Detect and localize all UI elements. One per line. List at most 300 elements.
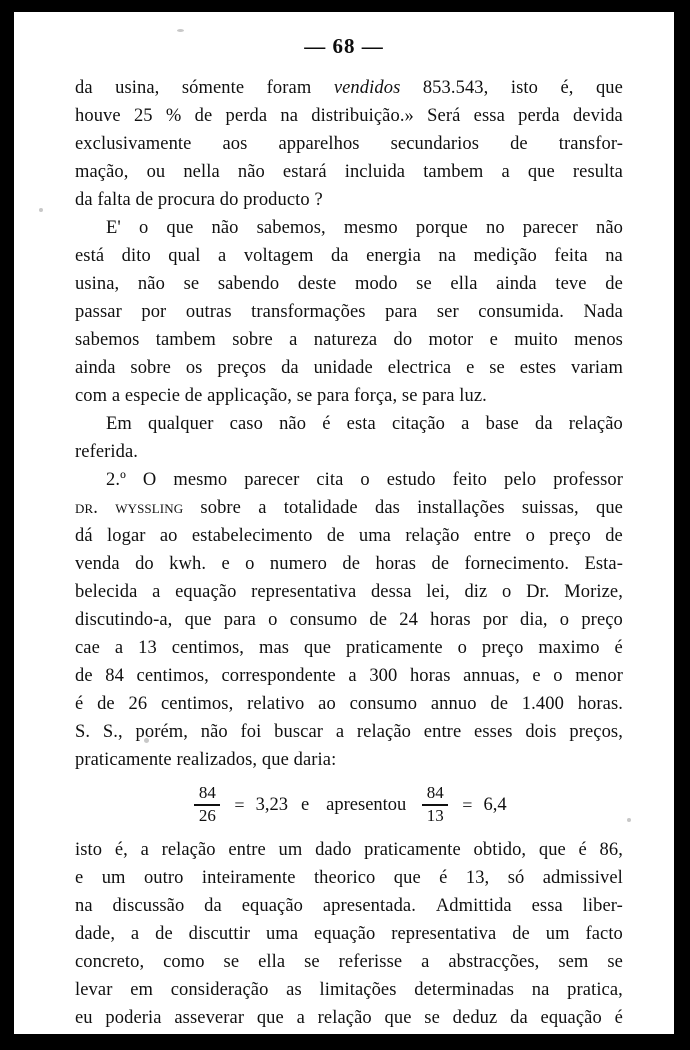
word: referisse xyxy=(338,952,403,972)
word: que xyxy=(166,218,194,238)
word: 2.º xyxy=(106,470,126,490)
word: preços, xyxy=(569,722,623,742)
word: a xyxy=(335,722,345,742)
word: a xyxy=(289,330,298,350)
word: é xyxy=(439,868,448,888)
para-relacao-conclusao xyxy=(75,836,623,1032)
scan-speckle xyxy=(627,818,631,822)
page-folio: — 68 — xyxy=(304,34,384,58)
word: uma xyxy=(358,526,391,546)
word: representativa xyxy=(391,924,497,944)
word: qual xyxy=(168,246,201,266)
word: por xyxy=(141,302,167,322)
display-equation xyxy=(75,774,623,836)
word: exclusivamente xyxy=(75,134,192,154)
word: 24 xyxy=(399,610,418,630)
word: Morize, xyxy=(564,582,623,602)
word: O xyxy=(142,470,157,490)
word: equação xyxy=(241,896,303,916)
word: a xyxy=(140,840,149,860)
word: maximo xyxy=(538,638,600,658)
word: totalidade xyxy=(283,498,358,518)
text-line xyxy=(75,718,623,746)
word: a xyxy=(421,952,430,972)
para-qualquer-caso xyxy=(75,410,623,466)
word: e xyxy=(75,868,84,888)
para-nao-sabemos xyxy=(75,214,623,410)
text-line xyxy=(75,522,623,550)
word: se xyxy=(183,274,200,294)
word: sobre xyxy=(232,330,273,350)
word: % xyxy=(165,106,182,126)
word: 300 xyxy=(369,666,398,686)
text-line xyxy=(75,438,623,466)
text-line xyxy=(75,410,623,438)
word: a xyxy=(501,162,510,182)
word: horas. xyxy=(577,694,623,714)
word: ser xyxy=(436,302,459,322)
word: determinadas xyxy=(414,980,515,1000)
word: porém, xyxy=(135,722,188,742)
word: citação xyxy=(391,414,446,434)
word: ainda xyxy=(75,358,116,378)
word: do xyxy=(135,554,154,574)
word: se xyxy=(424,1008,440,1028)
word: menos xyxy=(574,330,623,350)
word: um xyxy=(278,840,303,860)
word: dr. xyxy=(75,498,98,518)
word: uma xyxy=(266,924,299,944)
word: essa xyxy=(531,896,563,916)
word: a xyxy=(218,246,227,266)
word: na xyxy=(75,896,93,916)
word: se xyxy=(489,358,505,378)
word: se xyxy=(223,952,240,972)
word: dá xyxy=(75,526,93,546)
word: relação xyxy=(568,414,623,434)
word: preço xyxy=(581,610,623,630)
word: 25 xyxy=(133,106,153,126)
word: numero xyxy=(269,554,328,574)
word: um xyxy=(101,868,126,888)
text-line xyxy=(75,382,623,410)
word: mas xyxy=(258,638,290,658)
word: a xyxy=(258,498,267,518)
word: outro xyxy=(143,868,184,888)
text-line xyxy=(75,550,623,578)
word: electrica xyxy=(387,358,452,378)
word: de xyxy=(510,134,528,154)
word: o xyxy=(525,526,535,546)
word: é, xyxy=(114,840,128,860)
equals-sign-second: = xyxy=(462,794,473,815)
second-fraction xyxy=(422,784,448,825)
word: centimos, xyxy=(160,694,234,714)
word: lei, xyxy=(426,582,450,602)
word: e xyxy=(466,358,475,378)
word: foi xyxy=(240,722,262,742)
word: é xyxy=(322,414,331,434)
word: estará xyxy=(282,162,327,182)
scan-speckle xyxy=(177,29,184,32)
text-line xyxy=(75,354,623,382)
word: está xyxy=(75,246,105,266)
word: E' xyxy=(106,218,121,238)
word: parecer xyxy=(522,218,578,238)
word: que xyxy=(384,1008,412,1028)
word: que xyxy=(595,78,623,98)
word: e xyxy=(221,554,230,574)
word: é xyxy=(75,694,84,714)
word: sómente xyxy=(181,78,245,98)
word: logar xyxy=(107,526,146,546)
fraction-numerator: 84 xyxy=(198,783,216,803)
word: apresentada. xyxy=(322,896,416,916)
word: para xyxy=(223,610,256,630)
word: equação xyxy=(175,582,237,602)
word: um xyxy=(545,924,570,944)
word: ou xyxy=(146,162,166,182)
word: variam xyxy=(571,358,623,378)
word: o xyxy=(245,554,255,574)
word: a xyxy=(130,924,140,944)
word: dito xyxy=(121,246,151,266)
word: sabemos xyxy=(75,330,140,350)
word: theorico xyxy=(313,868,376,888)
word: preço xyxy=(481,638,524,658)
word: a xyxy=(296,1008,305,1028)
word: horas xyxy=(409,666,451,686)
word: discutindo-a, xyxy=(75,610,173,630)
text-line xyxy=(75,920,623,948)
first-result: 3,23 xyxy=(255,794,288,815)
word: representativa xyxy=(251,582,357,602)
word: de xyxy=(75,666,93,686)
word: caso xyxy=(229,414,263,434)
word: de xyxy=(342,554,361,574)
word: praticamente xyxy=(364,840,461,860)
word: os xyxy=(185,358,203,378)
word: centimos, xyxy=(136,666,209,686)
word: relação xyxy=(356,722,412,742)
word: a xyxy=(114,638,124,658)
equals-sign-first: = xyxy=(234,794,245,815)
word: secundarios xyxy=(390,134,480,154)
word: relação xyxy=(405,526,460,546)
word: não xyxy=(211,218,239,238)
word: facto xyxy=(585,924,623,944)
word: de xyxy=(490,694,509,714)
word: essa xyxy=(473,106,505,126)
word: mação, xyxy=(75,162,129,182)
word: de xyxy=(97,694,115,714)
word: fornecimento. xyxy=(464,554,570,574)
word: vendidos xyxy=(333,78,401,98)
word: apparelhos xyxy=(278,134,360,154)
word: muito xyxy=(514,330,558,350)
word: professor xyxy=(553,470,623,490)
word: se xyxy=(416,274,432,294)
word: mesmo xyxy=(173,470,228,490)
word: perda xyxy=(225,106,268,126)
word: voltagem xyxy=(243,246,314,266)
word: devida xyxy=(572,106,623,126)
text-run: referida. xyxy=(75,442,139,462)
word: perda xyxy=(518,106,560,126)
fraction-denominator: 13 xyxy=(426,806,444,826)
word: para xyxy=(385,302,418,322)
word: de xyxy=(369,610,388,630)
word: de xyxy=(605,274,623,294)
word: feito xyxy=(452,470,488,490)
word: é xyxy=(578,840,587,860)
word: no xyxy=(485,218,505,238)
word: natureza xyxy=(313,330,378,350)
word: de xyxy=(194,106,213,126)
text-line xyxy=(75,976,623,1004)
word: teve xyxy=(555,274,587,294)
word: discuttir xyxy=(188,924,251,944)
word: 853.543, xyxy=(422,78,489,98)
word: é xyxy=(614,1008,623,1028)
word: do xyxy=(393,330,413,350)
word: parecer xyxy=(244,470,300,490)
text-run: praticamente realizados, que daria: xyxy=(75,750,337,770)
word: que xyxy=(184,610,212,630)
word: relativo xyxy=(247,694,305,714)
word: poderia xyxy=(105,1008,162,1028)
text-line xyxy=(75,242,623,270)
para-wyssling xyxy=(75,466,623,774)
word: discussão xyxy=(112,896,185,916)
word: dois xyxy=(525,722,557,742)
text-line xyxy=(75,270,623,298)
word: tambem xyxy=(423,162,484,182)
word: de xyxy=(431,554,450,574)
text-line xyxy=(75,158,623,186)
word: menor xyxy=(575,666,623,686)
word: dado xyxy=(315,840,352,860)
word: Dr. xyxy=(526,582,550,602)
text-line xyxy=(75,214,623,242)
word: não xyxy=(200,722,228,742)
word: transformações xyxy=(251,302,366,322)
word: isto xyxy=(75,840,103,860)
word: deste xyxy=(297,274,337,294)
text-line xyxy=(75,690,623,718)
text-line xyxy=(75,494,623,522)
text-line xyxy=(75,298,623,326)
word: 86, xyxy=(599,840,623,860)
word: na xyxy=(531,980,550,1000)
word: é xyxy=(614,638,623,658)
word: S., xyxy=(102,722,123,742)
word: obtido, xyxy=(473,840,527,860)
word: modo xyxy=(354,274,398,294)
word: distribuição.» xyxy=(311,106,414,126)
word: relação xyxy=(161,840,216,860)
text-line xyxy=(75,864,623,892)
text-line xyxy=(75,662,623,690)
word: wyssling xyxy=(115,498,184,518)
word: que xyxy=(538,840,566,860)
word: o xyxy=(360,470,370,490)
word: horas xyxy=(375,554,417,574)
scan-speckle xyxy=(39,208,43,212)
word: preço xyxy=(549,526,591,546)
word: Em xyxy=(106,414,132,434)
word: Esta- xyxy=(584,554,623,574)
word: sobre xyxy=(130,358,171,378)
word: de xyxy=(326,526,345,546)
word: buscar xyxy=(274,722,324,742)
word: dessa xyxy=(370,582,412,602)
word: em xyxy=(130,980,153,1000)
first-fraction xyxy=(194,784,220,825)
page-sheet xyxy=(14,12,674,1034)
text-line xyxy=(75,948,623,976)
text-line xyxy=(75,746,623,774)
word: equação xyxy=(314,924,376,944)
word: centimos, xyxy=(171,638,245,658)
text-line xyxy=(75,634,623,662)
word: annuo xyxy=(430,694,477,714)
equation-content xyxy=(191,784,506,825)
word: sobre xyxy=(200,498,241,518)
para-perda-distribuicao xyxy=(75,74,623,214)
word: estes xyxy=(519,358,557,378)
word: se xyxy=(607,952,623,972)
word: diz xyxy=(464,582,488,602)
word: 13 xyxy=(138,638,157,658)
word: S. xyxy=(75,722,91,742)
word: ao xyxy=(318,694,336,714)
word: que xyxy=(256,1008,284,1028)
word: 84 xyxy=(105,666,124,686)
word: o xyxy=(502,582,512,602)
text-line xyxy=(75,1004,623,1032)
word: nella xyxy=(183,162,220,182)
word: o xyxy=(553,666,563,686)
word: qualquer xyxy=(148,414,214,434)
word: houve xyxy=(75,106,121,126)
word: resulta xyxy=(572,162,623,182)
word: esses xyxy=(474,722,513,742)
text-line xyxy=(75,186,623,214)
word: estabelecimento xyxy=(191,526,313,546)
word: usina, xyxy=(75,274,120,294)
word: e xyxy=(489,330,498,350)
word: deduz xyxy=(452,1008,498,1028)
word: mesmo xyxy=(343,218,398,238)
word: de xyxy=(605,526,623,546)
word: na xyxy=(280,106,299,126)
word: por xyxy=(482,610,508,630)
fraction-numerator: 84 xyxy=(426,783,444,803)
word: ao xyxy=(159,526,178,546)
word: entre xyxy=(473,526,512,546)
word: pelo xyxy=(504,470,537,490)
word: kwh. xyxy=(169,554,207,574)
word: que xyxy=(527,162,555,182)
word: da xyxy=(535,414,553,434)
fraction-denominator: 26 xyxy=(198,806,216,826)
word: da xyxy=(330,246,349,266)
word: é, xyxy=(560,78,574,98)
word: transfor- xyxy=(558,134,623,154)
word: passar xyxy=(75,302,122,322)
word: o xyxy=(138,218,149,238)
body-text-block xyxy=(75,74,623,1032)
word: motor xyxy=(428,330,474,350)
text-line xyxy=(75,326,623,354)
word: base xyxy=(485,414,519,434)
word: 1.400 xyxy=(521,694,564,714)
second-result: 6,4 xyxy=(483,794,507,815)
word: equação xyxy=(540,1008,602,1028)
word: não xyxy=(137,274,165,294)
word: se xyxy=(304,952,320,972)
word: pratica, xyxy=(567,980,623,1000)
word: na xyxy=(438,246,457,266)
word: venda xyxy=(75,554,120,574)
word: da xyxy=(510,1008,528,1028)
word: usina, xyxy=(115,78,160,98)
word: dia, xyxy=(519,610,548,630)
word: eu xyxy=(75,1008,93,1028)
word: só xyxy=(507,868,525,888)
word: inteiramente xyxy=(201,868,296,888)
word: estudo xyxy=(386,470,436,490)
text-line xyxy=(75,466,623,494)
word: belecida xyxy=(75,582,138,602)
word: consideração xyxy=(170,980,269,1000)
word: foram xyxy=(266,78,312,98)
word: o xyxy=(457,638,467,658)
text-line xyxy=(75,892,623,920)
word: 13, xyxy=(465,868,490,888)
word: isto xyxy=(510,78,538,98)
word: consumo xyxy=(349,694,418,714)
text-line xyxy=(75,606,623,634)
text-line xyxy=(75,102,623,130)
word: annuas, xyxy=(463,666,520,686)
word: de xyxy=(155,924,173,944)
word: Nada xyxy=(583,302,623,322)
word: não xyxy=(237,162,265,182)
word: as xyxy=(286,980,302,1000)
word: energia xyxy=(366,246,421,266)
word: medição xyxy=(473,246,537,266)
word: preços xyxy=(217,358,267,378)
word: correspondente xyxy=(221,666,336,686)
word: de xyxy=(512,924,530,944)
word: a xyxy=(461,414,470,434)
word: a xyxy=(152,582,161,602)
word: feita xyxy=(554,246,588,266)
word: entre xyxy=(228,840,266,860)
word: incluida xyxy=(344,162,406,182)
word: liber- xyxy=(582,896,623,916)
word: entre xyxy=(423,722,462,742)
word: abstracções, xyxy=(448,952,540,972)
word: como xyxy=(163,952,205,972)
word: porque xyxy=(415,218,468,238)
word: tambem xyxy=(155,330,216,350)
word: limitações xyxy=(319,980,397,1000)
word: não xyxy=(595,218,623,238)
word: installações xyxy=(417,498,505,518)
